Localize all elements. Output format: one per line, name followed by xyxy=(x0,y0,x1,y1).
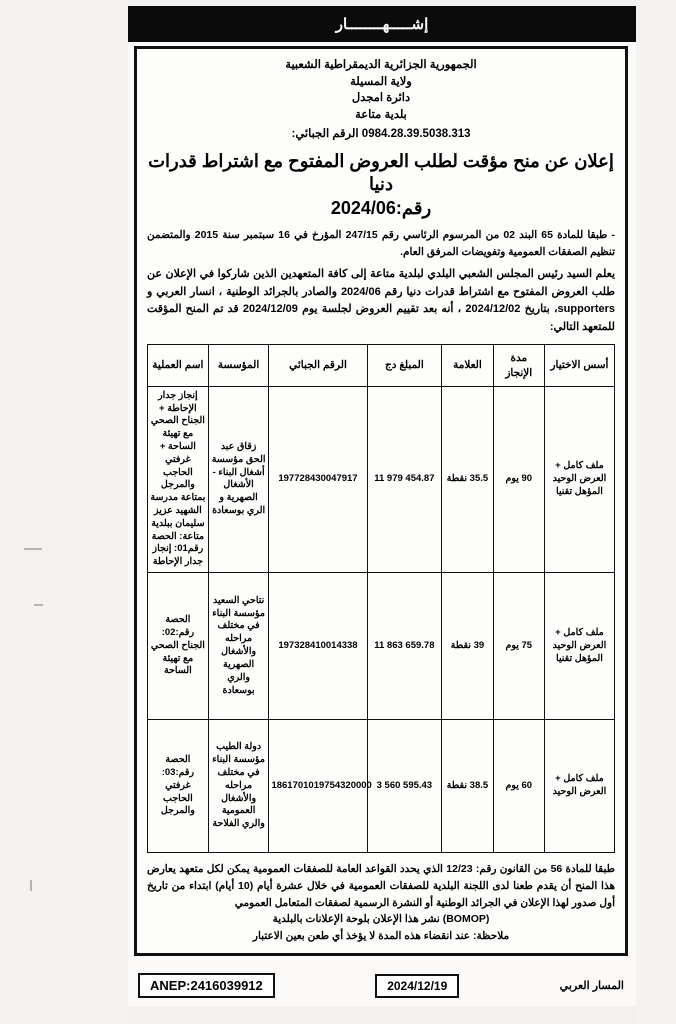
cell-operation: الحصة رقم:02: الجناح الصحي مع تهيئة الساحة xyxy=(148,573,209,720)
authority-line-daira: دائرة امجدل xyxy=(351,92,411,105)
cell-amount: 3 560 595.43 xyxy=(367,720,442,853)
cell-criteria: ملف كامل + العرض الوحيد المؤهل تقنيا xyxy=(544,386,614,572)
scan-margin-left xyxy=(0,0,128,1024)
col-operation: اسم العملية xyxy=(148,345,209,386)
col-amount: المبلغ دج xyxy=(367,345,442,386)
cell-operation: إنجاز جدار الإحاطة + الجناح الصحي مع تهيئة الساحة + غرفتي الحاجب والمرجل بمتاعة مدرسة الشهيد عزيز سليمان ببلدية متاعة: الحصة رقم01: إنجاز جدار الإحاطة xyxy=(148,386,209,572)
cell-fiscal: 197328410014338 xyxy=(269,573,367,720)
fiscal-id-label: الرقم الجبائي: xyxy=(291,127,359,140)
cell-duration: 60 يوم xyxy=(493,720,544,853)
col-fiscal: الرقم الجبائي xyxy=(269,345,367,386)
cell-criteria: ملف كامل + العرض الوحيد المؤهل تقنيا xyxy=(544,573,614,720)
notice-frame xyxy=(134,46,628,956)
authority-line-wilaya: ولاية المسيلة xyxy=(350,75,412,88)
cell-score: 38.5 نقطة xyxy=(442,720,493,853)
authority-line-country: الجمهورية الجزائرية الديمقراطية الشعبية xyxy=(285,59,477,71)
remark-text: ملاحظة: عند انقضاء هذه المدة لا يؤخذ أي طعن بعين الاعتبار xyxy=(252,930,510,943)
announcement-banner: إشـــــهــــــــار xyxy=(128,6,636,42)
appeal-notice xyxy=(147,861,615,945)
bomop-text: (BOMOP) نشر هذا الإعلان بلوحة الإعلانات بالبلدية xyxy=(272,913,490,926)
table-row xyxy=(148,573,615,720)
scan-speck xyxy=(30,880,32,891)
fiscal-id-value: 0984.28.39.5038.313 xyxy=(361,127,471,140)
scan-speck xyxy=(24,548,42,550)
table-row xyxy=(148,386,615,572)
newspaper-name: المسار العربي xyxy=(559,980,624,992)
award-table xyxy=(147,344,615,853)
col-company: المؤسسة xyxy=(208,345,269,386)
notice-body: يعلم السيد رئيس المجلس الشعبي البلدي لبلدية متاعة إلى كافة المتعهدين الذين شاركوا في الإعلان عن طلب العروض المفتوح مع اشتراط قدرات دنيا رقم 2024/06 والصادر بالجرائد الوطنية ، انسار العربي و supporters، بتاريخ 2024/12/02 ، أنه بعد تقييم العروض لجلسة يوم 2024/12/09 قد تم المنح المؤقت للمتعهد التالي: xyxy=(147,268,616,333)
cell-fiscal: 1861701019754320000 xyxy=(269,720,367,853)
cell-duration: 75 يوم xyxy=(493,573,544,720)
scan-margin-right xyxy=(636,0,676,1024)
cell-score: 35.5 نقطة xyxy=(442,386,493,572)
publication-date: 2024/12/19 xyxy=(375,974,459,998)
cell-duration: 90 يوم xyxy=(493,386,544,572)
table-header-row xyxy=(148,345,615,386)
cell-company: زقاق عبد الحق مؤسسة أشغال البناء - الأشغال الصهرية و الري بوسعادة xyxy=(208,386,269,572)
cell-company: نتاحي السعيد مؤسسة البناء في مختلف مراحله والأشغال الصهرية والري بوسعادة xyxy=(208,573,269,720)
cell-fiscal: 197728430047917 xyxy=(269,386,367,572)
cell-criteria: ملف كامل + العرض الوحيد xyxy=(544,720,614,853)
authority-header xyxy=(147,57,615,124)
cell-company: دولة الطيب مؤسسة البناء في مختلف مراحله والأشغال العمومية والري الفلاحة xyxy=(208,720,269,853)
notice-document xyxy=(128,6,636,1006)
anep-reference: ANEP:2416039912 xyxy=(138,973,275,998)
scan-speck xyxy=(34,604,43,606)
cell-operation: الحصة رقم:03: غرفتي الحاجب والمرجل xyxy=(148,720,209,853)
notice-number: رقم:2024/06 xyxy=(330,198,432,219)
appeal-text: طبقا للمادة 56 من القانون رقم: 12/23 الذي يحدد القواعد العامة للصفقات العمومية يمكن لكل متعهد يعارض هذا المنح أن يقدم طعنا لدى اللجنة البلدية للصفقات العمومية في خلال عشرة أيام (10 أيام) ابتداء من تاريخ أول صدور لهذا الإعلان في الجرائد الوطنية أو النشرة الرسمية لصفقات المتعامل العمومي xyxy=(147,863,615,909)
authority-line-commune: بلدية متاعة xyxy=(355,109,407,122)
cell-amount: 11 863 659.78 xyxy=(367,573,442,720)
notice-title: إعلان عن منح مؤقت لطلب العروض المفتوح مع اشتراط قدرات دنيا xyxy=(148,150,614,195)
col-score: العلامة xyxy=(442,345,493,386)
col-criteria: أسس الاختيار xyxy=(544,345,614,386)
cell-amount: 11 979 454.87 xyxy=(367,386,442,572)
cell-score: 39 نقطة xyxy=(442,573,493,720)
footer-bar xyxy=(134,973,628,998)
fiscal-id-row xyxy=(147,126,615,140)
col-duration: مدة الإنجاز xyxy=(493,345,544,386)
legal-reference: - طبقا للمادة 65 البند 02 من المرسوم الرئاسي رقم 247/15 المؤرخ في 16 سبتمبر سنة 2015 والمتضمن تنظيم الصفقات العمومية وتفويضات المرفق العام. xyxy=(147,229,616,258)
table-row xyxy=(148,720,615,853)
